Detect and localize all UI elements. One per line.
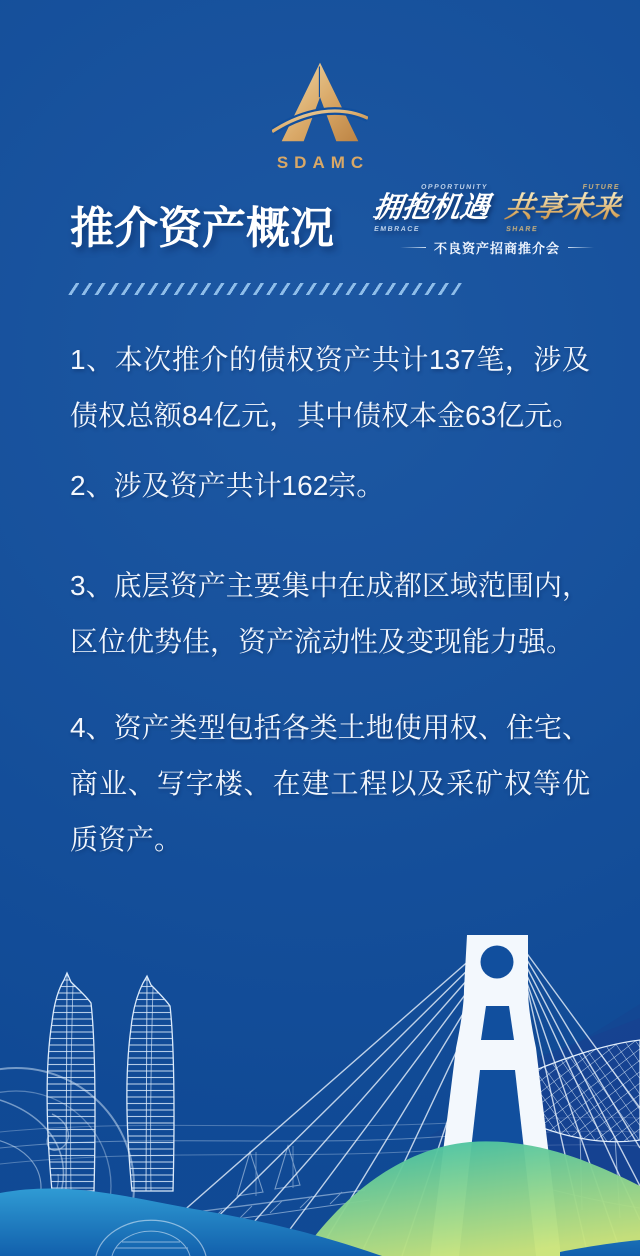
event-name-row [366,238,628,257]
slogan-right-en-top: FUTURE [582,184,621,191]
cityscape-art [0,886,640,1256]
paragraph-1: 1、本次推介的债权资产共计137笔，涉及债权总额84亿元，其中债权本金63亿元。 [70,344,590,431]
event-name: 不良资产招商推介会 [433,241,560,257]
slogan-left-text: 拥抱机遇 [370,192,492,224]
slogan-right-text: 共享未来 [502,192,624,224]
asset-overview-list [70,332,590,868]
slogan-embrace-opportunity [370,184,492,234]
paragraph-3: 3、底层资产主要集中在成都区域范围内，区位优势佳，资产流动性及变现能力强。 [70,570,590,657]
header [70,184,628,257]
dash-decoration-right [568,247,594,248]
paragraph-2: 2、涉及资产共计162宗。 [70,470,385,501]
page-title: 推介资产概况 [70,204,334,253]
company-logo [0,55,640,173]
hatch-divider [68,283,462,295]
slogan-left-en-bottom: EMBRACE [373,226,421,234]
slogan-right-en-bottom: SHARE [505,226,539,234]
logo-text: SDAMC [276,153,370,172]
dash-decoration-left [400,247,426,248]
logo-mark-a-icon [272,55,368,147]
paragraph-4: 4、资产类型包括各类土地使用权、住宅、商业、写字楼、在建工程以及采矿权等优质资产。 [70,712,590,855]
twin-towers-icon [47,973,174,1191]
slogan-left-en-top: OPPORTUNITY [420,184,489,191]
slogan-share-future [502,184,624,234]
slogans [364,184,631,234]
event-badge [366,184,628,257]
